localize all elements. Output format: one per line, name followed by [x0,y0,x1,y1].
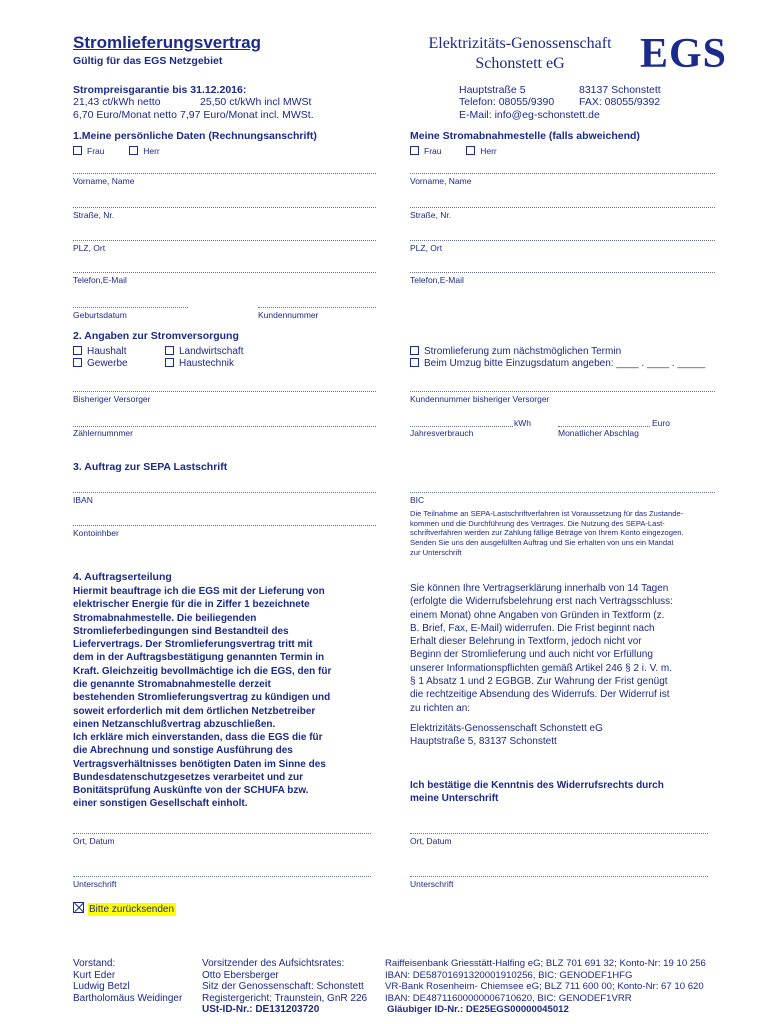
footer-line: Otto Ebersberger [202,969,279,981]
birthdate-label: Geburtsdatum [73,310,127,320]
monthly-payment-label: Monatlicher Abschlag [558,428,639,438]
logo-line-1: Elektrizitäts-Genossenschaft [428,35,612,52]
landwirtschaft-checkbox[interactable] [165,346,174,355]
order-line: Hiermit beauftrage ich die EGS mit der Lieferung von [73,586,325,597]
bic-label: BIC [410,495,425,505]
account-holder-label: Kontoinhber [73,528,119,538]
sepa-note-line: schriftverfahren werden zur Zahlung fällige Beträge von Ihrem Konto eingezogen. [410,528,684,538]
withdrawal-line: Sie können Ihre Vertragserklärung innerhalb von 14 Tagen [410,583,669,594]
section3-heading: 3. Auftrag zur SEPA Lastschrift [73,461,228,473]
order-line: die genannte Stromabnahmestelle derzeit [73,679,271,691]
next-date-checkbox[interactable] [410,346,419,355]
name-field-alt[interactable] [410,173,715,174]
withdrawal-address-line: Hauptstraße 5, 83137 Schonstett [410,736,557,748]
order-line: Stromabnahmestelle. Die beiliegenden [73,612,257,624]
street-field[interactable] [73,207,376,208]
prev-supplier-label: Bisheriger Versorger [73,394,151,404]
haustechnik-checkbox[interactable] [165,358,174,367]
signature-field[interactable] [73,876,371,877]
consent-line: Bundesdatenschutzgesetzes verarbeitet und zur [73,771,304,783]
meter-number-field[interactable] [73,426,376,427]
street-label-alt: Straße, Nr. [410,210,452,220]
return-checkbox-checked[interactable] [73,902,84,913]
withdrawal-line: Erhalt dieser Belehrung in Textform, jedoch nicht vor [410,636,642,648]
customer-number-field[interactable] [258,307,376,308]
withdrawal-line: B. Brief, Fax, E-Mail) widerrufen. Die Frist beginnt nach [410,622,655,634]
consent-line: Vertragsverhältnisses benötigten Daten im Sinne des [73,758,326,770]
footer-line: IBAN: DE48711600000006710620, BIC: GENODEF1VRR [385,992,632,1004]
price-heading: Strompreisgarantie bis 31.12.2016: [73,84,247,96]
annual-usage-label: Jahresverbrauch [410,428,474,438]
confirmation-line: meine Unterschrift [410,793,499,805]
haustechnik-label: Haustechnik [179,358,235,369]
name-label: Vorname, Name [73,176,135,186]
opt-gewerbe[interactable] [73,357,128,370]
name-field[interactable] [73,173,376,174]
order-line: Kraft. Gleichzeitig bevollmächtige ich die EGS, den für [73,665,332,677]
footer-supervisory [202,958,367,1016]
footer-board [73,958,182,1004]
opt-move-date[interactable] [410,357,705,370]
birthdate-field[interactable] [73,307,188,308]
monthly-payment-field[interactable] [558,426,650,427]
order-paragraph [73,585,393,731]
place-date-label-alt: Ort, Datum [410,836,452,846]
frau-checkbox[interactable] [73,146,82,155]
name-label-alt: Vorname, Name [410,176,472,186]
company-phone: Telefon: 08055/9390 [459,96,555,108]
price-net-kwh: 21,43 ct/kWh netto [73,96,161,108]
salutation-right [410,146,497,157]
iban-label: IBAN [73,495,93,505]
section1-right-heading: Meine Stromabnahmestelle (falls abweichend) [410,130,640,142]
salutation-left [73,146,160,157]
place-date-field[interactable] [73,833,371,834]
withdrawal-confirmation [410,779,664,806]
creditor-id: Gläubiger ID-Nr.: DE25EGS00000045012 [387,1004,569,1015]
withdrawal-line: zu richten an: [410,702,471,714]
annual-usage-field[interactable] [410,426,513,427]
frau-label-alt: Frau [424,146,442,156]
prev-supplier-field[interactable] [73,391,376,392]
city-field-alt[interactable] [410,240,715,241]
sepa-note-line: Die Teilnahme an SEPA-Lastschriftverfahren ist Voraussetzung für das Zustande- [410,509,684,518]
order-line: einen Netzanschlußvertrag abzuschließen. [73,718,276,730]
return-note [73,902,176,916]
sepa-note-line: kommen und die Durchführung des Vertrages. Die Nutzung des SEPA-Last- [410,518,665,528]
prev-customer-field[interactable] [410,391,715,392]
city-label: PLZ, Ort [73,243,106,253]
city-field[interactable] [73,240,376,241]
price-gross-month: 7,97 Euro/Monat incl. MWSt. [180,109,314,121]
egs-logo: EGS [640,31,728,77]
section4-heading: 4. Auftragserteilung [73,571,172,583]
price-gross-kwh: 25,50 ct/kWh incl MWSt [200,96,312,108]
herr-label: Herr [143,146,160,156]
section1-heading: 1.Meine persönliche Daten (Rechnungsanschrift) [73,130,317,142]
consent-line: Bonitätsprüfung Auskünfte von der SCHUFA bzw. [73,785,309,797]
prev-customer-label: Kundennummer bisheriger Versorger [410,394,550,404]
withdrawal-address-line: Elektrizitäts-Genossenschaft Schonstett eG [410,723,603,734]
consent-line: einer sonstigen Gesellschaft einholt. [73,798,248,810]
meter-number-label: Zählernumnmer [73,428,133,438]
withdrawal-line: (erfolgte die Widerrufsbelehrung erst nach Vertragsschluss: [410,596,673,608]
price-net-month: 6,70 Euro/Monat netto [73,109,177,121]
company-email: E-Mail: info@eg-schonstett.de [459,109,600,121]
withdrawal-line: einem Monat) ohne Angaben von Gründen in Textform (z. [410,609,665,621]
frau-label: Frau [87,146,105,156]
herr-label-alt: Herr [480,146,497,156]
contact-label-alt: Telefon,E-Mail [410,275,464,285]
logo-line-2: Schonstett eG [475,55,565,72]
bic-field[interactable] [410,492,715,493]
footer-line: Vorstand: [73,958,116,969]
section2-heading: 2. Angaben zur Stromversorgung [73,330,239,342]
company-fax: FAX: 08055/9392 [579,96,661,108]
next-date-label: Stromlieferung zum nächstmöglichen Termin [424,346,622,357]
sepa-note [410,509,750,558]
move-date-label: Beim Umzug bitte Einzugsdatum angeben: ____ . ____ . _____ [424,358,706,369]
landwirtschaft-label: Landwirtschaft [179,346,244,357]
page-subtitle: Gültig für das EGS Netzgebiet [73,55,223,67]
kwh-unit: kWh [514,418,531,428]
withdrawal-paragraph [410,582,730,715]
page-title: Stromlieferungsvertrag [73,33,261,52]
herr-checkbox-alt[interactable] [466,146,475,155]
footer-line: IBAN: DE58701691320001910256, BIC: GENODEF1HFG [385,969,633,981]
order-line: Stromlieferbedingungen sind Bestandteil des [73,625,289,637]
footer-bank [385,958,706,1016]
signature-label: Unterschrift [73,879,117,889]
herr-checkbox[interactable] [129,146,138,155]
footer-line: Registergericht: Traunstein, GnR 226 [202,992,368,1004]
footer-line: VR-Bank Rosenheim- Chiemsee eG; BLZ 711 600 00; Konto-Nr: 67 10 620 [385,981,704,992]
place-date-field-alt[interactable] [410,833,708,834]
vat-id: USt-ID-Nr.: DE131203720 [202,1004,320,1015]
order-line: Liefervertrags. Der Stromlieferungsvertrag tritt mit [73,639,313,651]
footer-line: Vorsitzender des Aufsichtsrates: [202,958,345,969]
signature-label-alt: Unterschrift [410,879,454,889]
opt-haustechnik[interactable] [165,357,234,370]
order-line: dem in der Auftragsbestätigung genannten Termin in [73,652,325,664]
withdrawal-line: Beginn der Stromlieferung und auch nicht vor Erfüllung [410,649,653,661]
contact-field-alt[interactable] [410,272,715,273]
withdrawal-line: § 1 Absatz 1 und 2 EGBGB. Zur Wahrung der Frist genügt [410,676,668,688]
sepa-note-line: Senden Sie uns den ausgefüllten Auftrag und Sie erhalten von uns ein Mandat [410,538,674,548]
place-date-label: Ort, Datum [73,836,115,846]
street-field-alt[interactable] [410,207,715,208]
contact-label: Telefon,E-Mail [73,275,127,285]
order-line: bestehenden Stromlieferungsvertrag zu kündigen und [73,692,331,704]
frau-checkbox-alt[interactable] [410,146,419,155]
account-holder-field[interactable] [73,525,376,526]
gewerbe-checkbox[interactable] [73,358,82,367]
consent-line: Ich erkläre mich einverstanden, dass die EGS die für [73,732,323,743]
footer-line: Raiffeisenbank Griesstätt-Halfing eG; BLZ 701 691 32; Konto-Nr: 19 10 256 [385,958,706,969]
company-street: Hauptstraße 5 [459,84,526,96]
haushalt-checkbox[interactable] [73,346,82,355]
contact-field[interactable] [73,272,376,273]
order-line: soweit erforderlich mit dem örtlichen Netzbetreiber [73,705,316,717]
return-label: Bitte zurücksenden [89,904,175,915]
footer-line: Sitz der Genossenschaft: Schonstett [202,981,364,992]
signature-field-alt[interactable] [410,876,708,877]
street-label: Straße, Nr. [73,210,115,220]
sepa-note-line: zur Unterschrift [410,547,462,557]
company-city: 83137 Schonstett [579,84,661,96]
consent-paragraph [73,731,393,811]
euro-unit: Euro [652,418,670,428]
withdrawal-line: die rechtzeitige Absendung des Widerrufs. Der Widerruf ist [410,689,670,701]
iban-field[interactable] [73,492,376,493]
gewerbe-label: Gewerbe [87,358,128,369]
withdrawal-line: unserer Informationspflichten gemäß Artikel 246 § 2 i. V. m. [410,662,672,674]
footer-line: Kurt Eder [73,969,116,981]
consent-line: die Abrechnung und sonstige Ausführung des [73,745,293,757]
city-label-alt: PLZ, Ort [410,243,443,253]
move-date-checkbox[interactable] [410,358,419,367]
withdrawal-address [410,722,603,749]
order-line: elektrischer Energie für die in Ziffer 1 bezeichnete [73,599,310,611]
footer-line: Ludwig Betzl [73,981,130,992]
company-logo-text [405,34,635,74]
customer-number-label: Kundennummer [258,310,319,320]
confirmation-line: Ich bestätige die Kenntnis des Widerrufsrechts durch [410,780,664,791]
haushalt-label: Haushalt [87,346,127,357]
footer-line: Bartholomäus Weidinger [73,992,183,1004]
